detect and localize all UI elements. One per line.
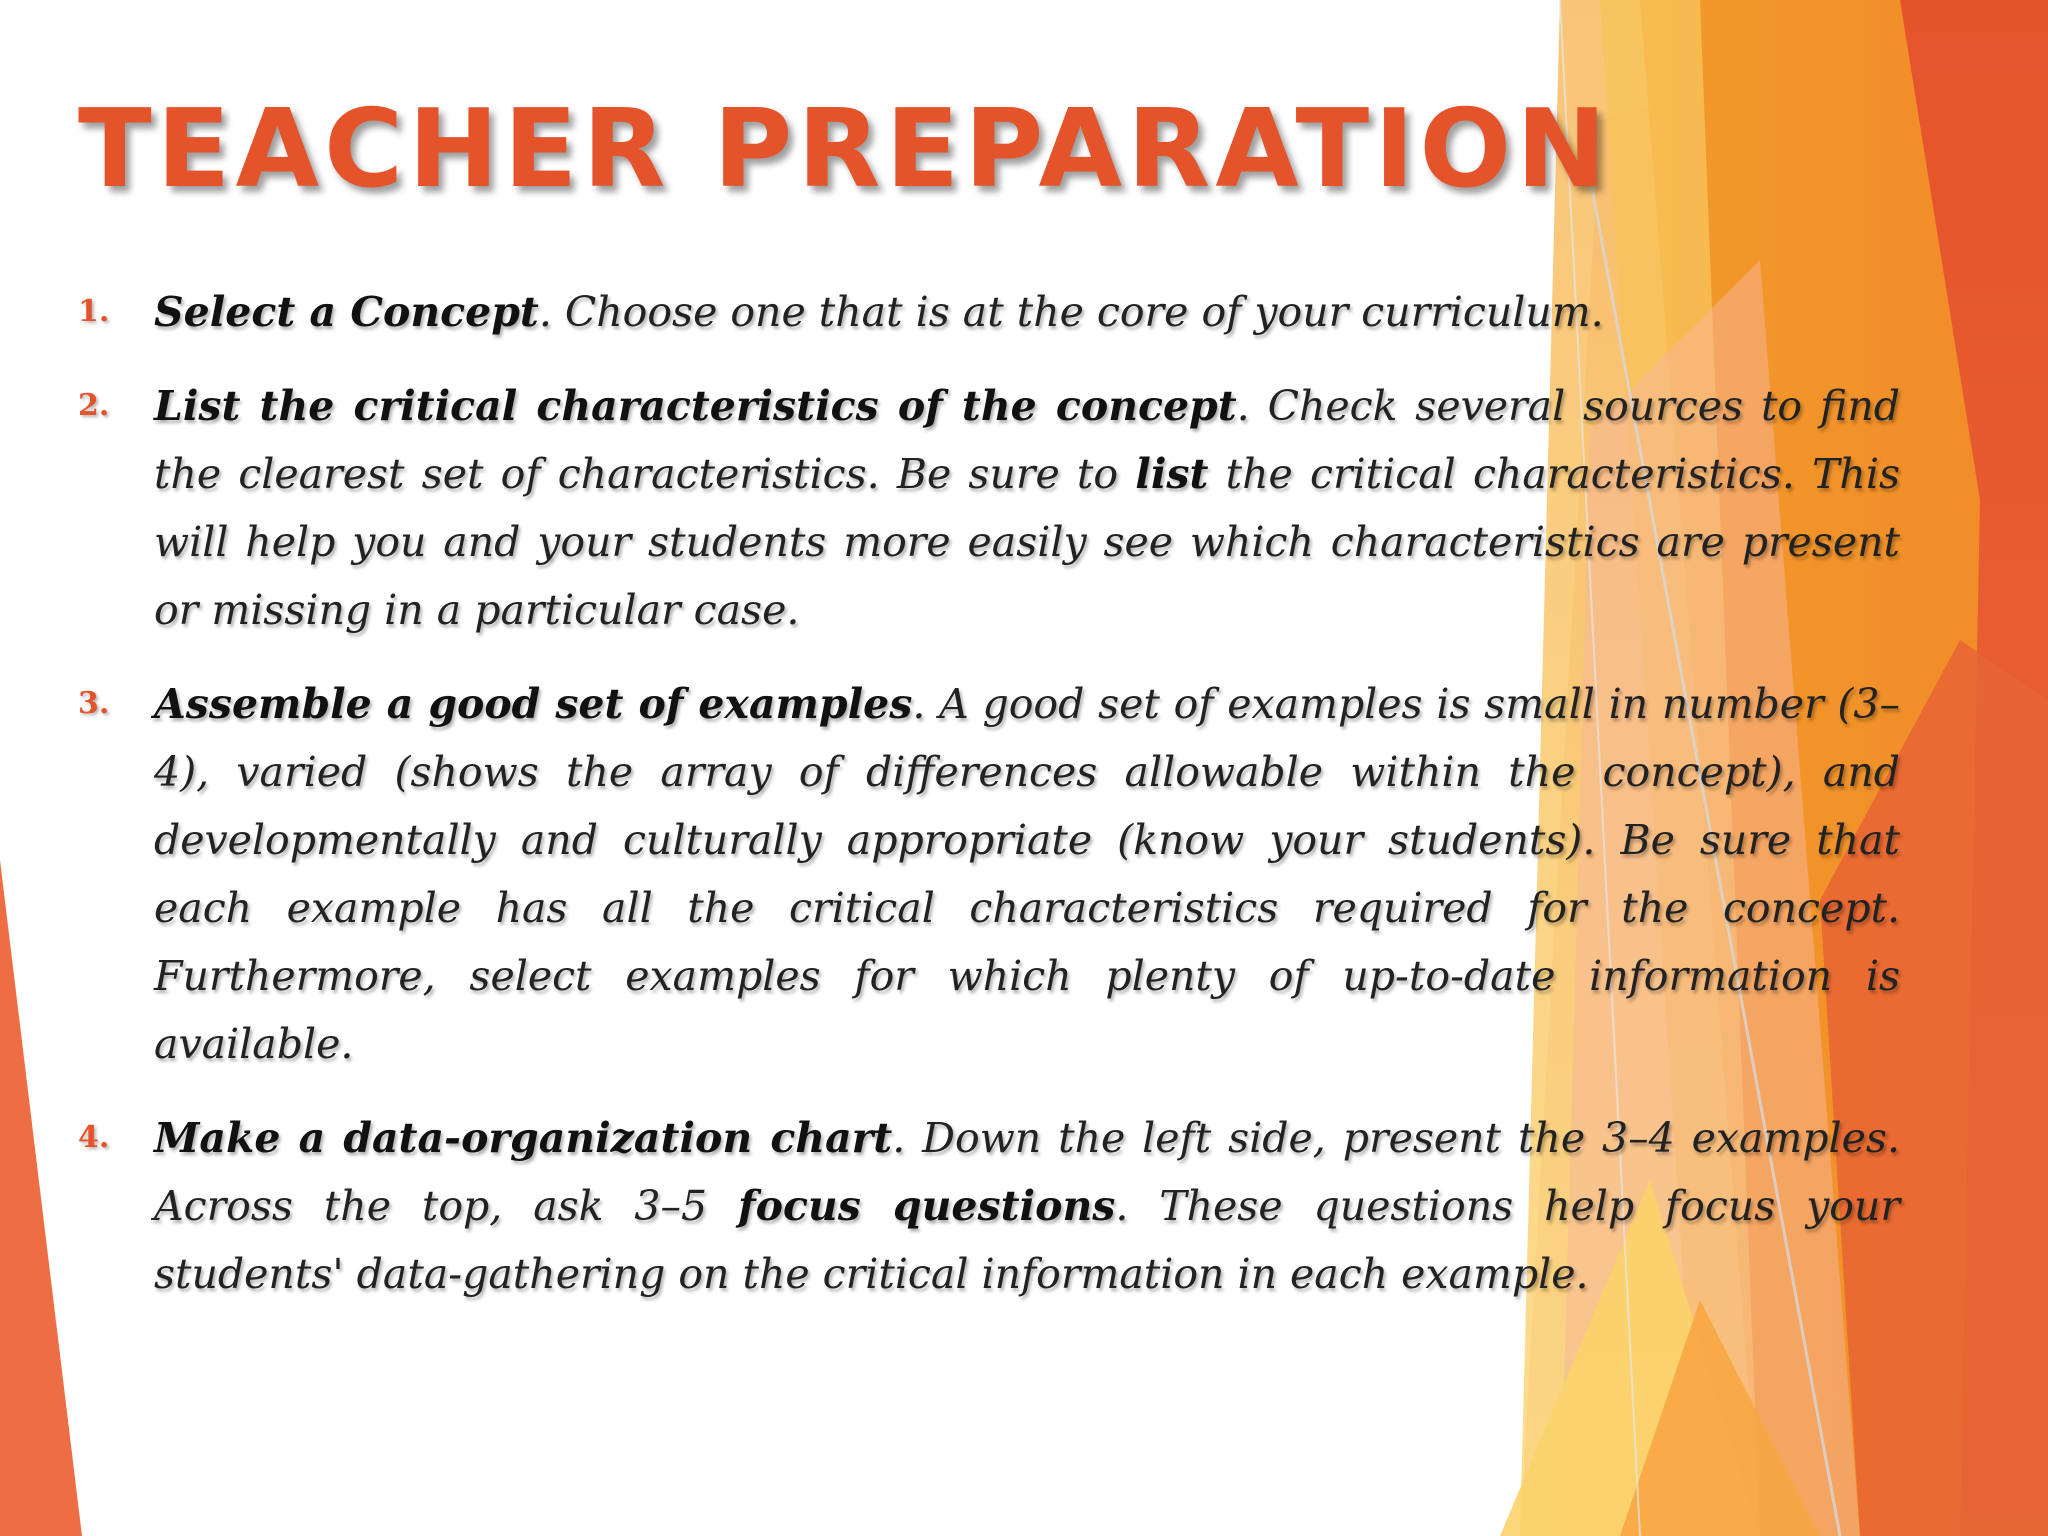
list-item-text (154, 670, 1900, 1078)
emphasis-text: Make a data-organization chart (154, 1114, 893, 1162)
list-item (78, 372, 1900, 644)
list-item-text (154, 1104, 1900, 1308)
body-text: . Choose one that is at the core of your curriculum. (538, 288, 1604, 336)
body-text: . Down the left side, present the 3–4 examples. Across the top, ask 3–5 (154, 1114, 1900, 1230)
slide-title: TEACHER PREPARATION (78, 87, 1612, 212)
emphasis-text: list (1135, 450, 1209, 498)
list-item-number: 2. (78, 388, 110, 423)
list-item (78, 278, 1900, 346)
list-item-text (154, 372, 1900, 644)
emphasis-text: Assemble a good set of examples (154, 680, 913, 728)
body-text: . A good set of examples is small in number (3–4), varied (shows the array of differences allowable within the concept), and developmentally and culturally appropriate (know your students). Be sure that each example has all the critical characteristics required for the concept. Furthermore, select examples for which plenty of up-to-date information is available. (154, 680, 1901, 1068)
emphasis-text: List the critical characteristics of the concept (154, 382, 1237, 430)
emphasis-text: focus questions (737, 1182, 1116, 1230)
list-item-number: 3. (78, 686, 110, 721)
body-text: the critical characteristics. This will help you and your students more easily see which characteristics are present or missing in a particular case. (154, 450, 1900, 634)
body-text: . These questions help focus your students' data-gathering on the critical information in each example. (154, 1182, 1900, 1298)
preparation-steps-list (78, 278, 1900, 1334)
list-item-text (154, 278, 1900, 346)
left-decor-triangle (0, 860, 82, 1536)
emphasis-text: Select a Concept (154, 288, 539, 336)
list-item (78, 670, 1900, 1078)
list-item-number: 1. (78, 294, 110, 329)
body-text: . Check several sources to find the clearest set of characteristics. Be sure to (154, 382, 1900, 498)
list-item-number: 4. (78, 1120, 110, 1155)
list-item (78, 1104, 1900, 1308)
